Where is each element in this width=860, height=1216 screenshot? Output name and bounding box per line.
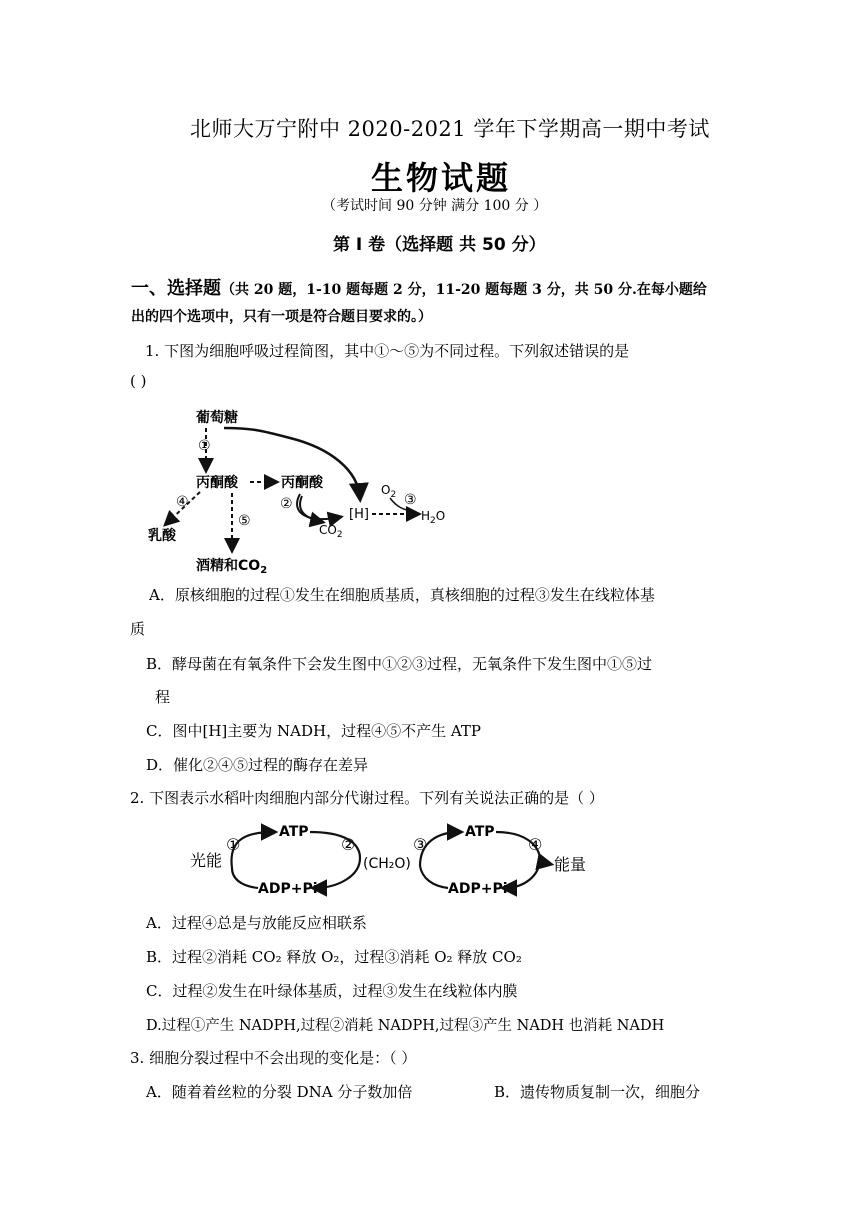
glucose-label: 葡萄糖: [196, 410, 238, 426]
pyruvate-label-2: 丙酮酸: [281, 475, 323, 491]
atp-label-2: ATP: [465, 824, 495, 840]
q2-option-d: D.过程①产生 NADPH,过程②消耗 NADPH,过程③产生 NADH 也消耗 NADH: [146, 1018, 665, 1034]
process-1-label: ①: [198, 438, 211, 454]
q1-option-b: B．酵母菌在有氧条件下会发生图中①②③过程，无氧条件下发生图中①⑤过: [146, 655, 653, 673]
q3-stem: 3. 细胞分裂过程中不会出现的变化是：（ ）: [130, 1049, 417, 1067]
energy-label: 能量: [554, 855, 587, 874]
cycle2-process-4: ④: [528, 835, 543, 854]
lactic-acid-label: 乳酸: [148, 528, 176, 544]
pyruvate-label-1: 丙酮酸: [196, 475, 238, 491]
q2-option-c: C．过程②发生在叶绿体基质，过程③发生在线粒体内膜: [146, 982, 518, 1000]
respiration-diagram: [140, 400, 480, 580]
q1-option-d: D．催化②④⑤过程的酶存在差异: [146, 756, 369, 774]
q1-option-a-cont: 质: [130, 620, 146, 638]
arrow-to-h: [297, 494, 340, 519]
h-label: [H]: [349, 507, 369, 522]
adp-label-1: ADP+Pi: [258, 881, 318, 897]
q2-stem: 2. 下图表示水稻叶肉细胞内部分代谢过程。下列有关说法正确的是（ ）: [130, 789, 604, 807]
light-energy-label: 光能: [190, 851, 223, 870]
ch2o-label: (CH₂O): [363, 856, 411, 872]
process-3-label: ③: [404, 492, 417, 508]
process-4-label: ④: [176, 494, 189, 510]
cycle2-arrow-left: [420, 866, 448, 888]
cycle1-process-2: ②: [341, 835, 356, 854]
process-2-label: ②: [280, 496, 293, 512]
energy-arrow: [540, 862, 550, 864]
subject-title: 生物试题: [371, 159, 512, 197]
o2-label: $O_2$: [381, 483, 397, 500]
q1-blank: ( ): [130, 372, 147, 390]
exam-info: （考试时间 90 分钟 满分 100 分 ）: [322, 198, 548, 214]
q1-stem: 1. 下图为细胞呼吸过程简图，其中①～⑤为不同过程。下列叙述错误的是: [145, 342, 630, 360]
h2o-label: $H_2O$: [421, 509, 446, 526]
section-heading: [131, 274, 707, 300]
cycle2-process-3: ③: [413, 835, 428, 854]
section-note-line2: 出的四个选项中，只有一项是符合题目要求的。）: [131, 309, 432, 325]
q1-option-b-cont: 程: [155, 688, 171, 706]
q3-option-b: B．遗传物质复制一次，细胞分: [494, 1083, 701, 1101]
section-title: 一、选择题: [131, 278, 221, 299]
adp-label-2: ADP+Pi: [448, 881, 508, 897]
school-title: 北师大万宁附中 2020-2021 学年下学期高一期中考试: [190, 117, 710, 141]
q2-option-a: A．过程④总是与放能反应相联系: [146, 914, 367, 932]
q1-option-c: C．图中[H]主要为 NADH，过程④⑤不产生 ATP: [146, 722, 481, 740]
process-5-label: ⑤: [238, 513, 251, 529]
q3-option-a: A．随着着丝粒的分裂 DNA 分子数加倍: [146, 1083, 413, 1101]
volume-heading: 第 I 卷（选择题 共 50 分）: [333, 235, 546, 255]
cycle1-process-1: ①: [226, 835, 241, 854]
section-note: （共 20 题，1-10 题每题 2 分，11-20 题每题 3 分，共 50 分.在每小题给: [221, 282, 707, 298]
alcohol-co2-label: 酒精和$CO_2$: [196, 558, 268, 576]
atp-label-1: ATP: [279, 824, 309, 840]
q2-option-b: B．过程②消耗 CO₂ 释放 O₂，过程③消耗 O₂ 释放 CO₂: [146, 948, 522, 966]
q1-option-a: A．原核细胞的过程①发生在细胞质基质，真核细胞的过程③发生在线粒体基: [149, 586, 655, 604]
energy-cycle-diagram: [188, 818, 600, 902]
co2-label: $CO_2$: [319, 523, 343, 540]
cycle1-arrow-left: [232, 868, 258, 888]
